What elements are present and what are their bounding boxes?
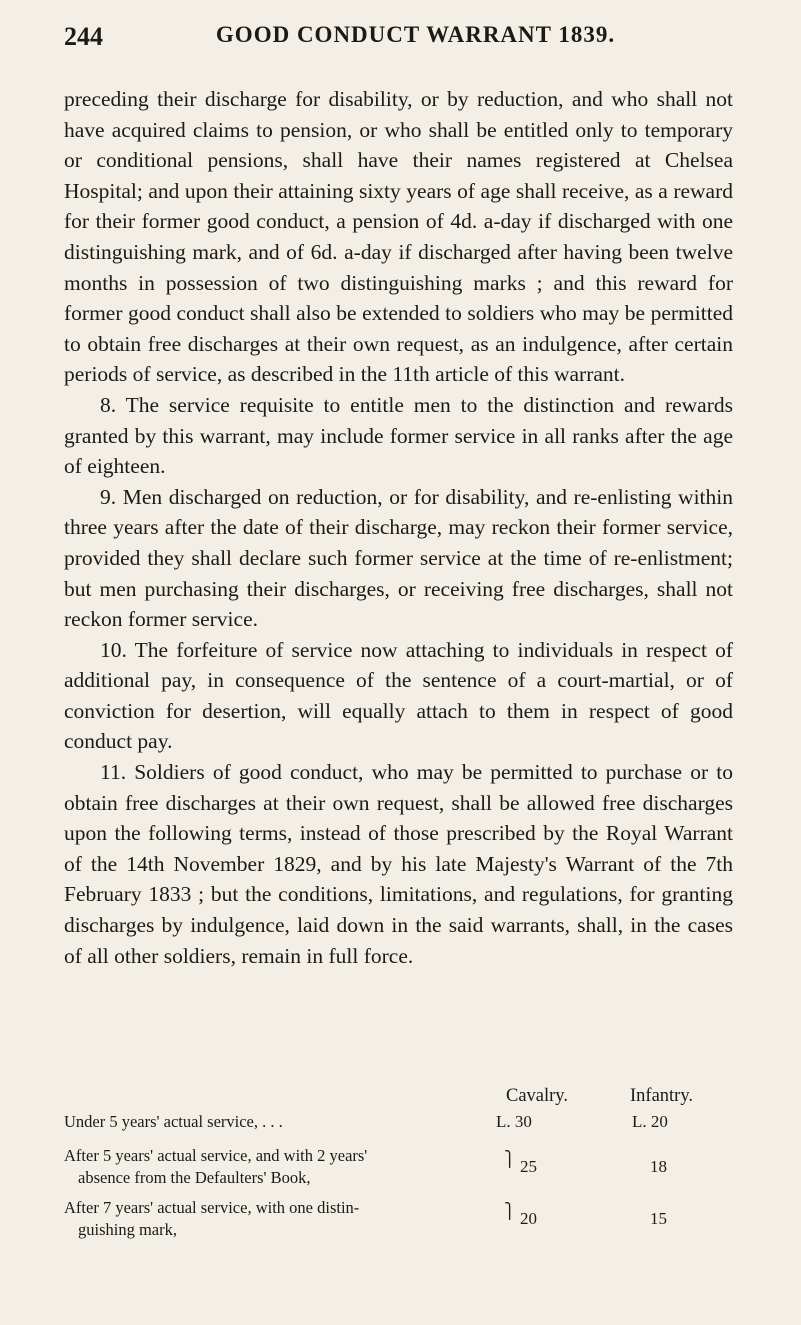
infantry-value: 18 bbox=[650, 1157, 667, 1176]
row-label-line: guishing mark, bbox=[78, 1220, 177, 1239]
discharge-terms-table bbox=[64, 1085, 733, 1241]
row-label: Under 5 years' actual service, . . . bbox=[64, 1112, 283, 1131]
row-label-line: After 5 years' actual service, and with 2 years' bbox=[64, 1146, 368, 1165]
brace-icon: ⎫ bbox=[504, 1152, 516, 1168]
page-header bbox=[64, 22, 731, 56]
table-row bbox=[64, 1145, 733, 1189]
cavalry-value: L. 30 bbox=[496, 1112, 532, 1131]
paragraph-continuation: preceding their discharge for disability, or by reduction, and who shall not have acquired claims to pension, or who shall be entitled only to temporary or conditional pensions, shall have their names registered at Chelsea Hospital; and upon their attaining sixty years of age shall receive, as a reward for their former good conduct, a pension of 4d. a-day if discharged with one distinguishing mark, and of 6d. a-day if discharged after having been twelve months in possession of two distinguishing marks ; and this reward for former good conduct shall also be extended to soldiers who may be permitted to obtain free discharges at their own request, as an indulgence, after certain periods of service, as described in the 11th article of this warrant. bbox=[64, 87, 733, 387]
page-number: 244 bbox=[64, 22, 103, 51]
body-text bbox=[64, 84, 733, 971]
row-label-line: After 7 years' actual service, with one distin- bbox=[64, 1198, 360, 1217]
table-row bbox=[64, 1111, 733, 1139]
paragraph-article-11: 11. Soldiers of good conduct, who may be permitted to purchase or to obtain free discharges at their own request, shall be allowed free discharges upon the following terms, instead of those prescribed by the Royal Warrant of the 14th November 1829, and by his late Majesty's Warrant of the 7th February 1833 ; but the conditions, limitations, and regulations, for granting discharges by indulgence, laid down in the said warrants, shall, in the cases of all other soldiers, remain in full force. bbox=[64, 760, 733, 968]
row-label-line: absence from the Defaulters' Book, bbox=[78, 1168, 311, 1187]
column-header-cavalry: Cavalry. bbox=[506, 1086, 568, 1106]
column-header-infantry: Infantry. bbox=[630, 1086, 694, 1106]
running-title: GOOD CONDUCT WARRANT 1839. bbox=[215, 22, 616, 47]
infantry-value: 15 bbox=[650, 1209, 667, 1228]
brace-icon: ⎫ bbox=[504, 1204, 516, 1220]
table-header bbox=[64, 1085, 733, 1111]
row-label bbox=[64, 1145, 504, 1189]
cavalry-value: 25 bbox=[520, 1157, 537, 1176]
infantry-value: L. 20 bbox=[632, 1112, 668, 1131]
paragraph-article-8: 8. The service requisite to entitle men to the distinction and rewards granted by this warrant, may include former service in all ranks after the age of eighteen. bbox=[64, 392, 733, 479]
paragraph-article-9: 9. Men discharged on reduction, or for disability, and re-enlisting within three years after the date of their discharge, may reckon their former service, provided they shall declare such former service at the time of re-enlistment; but men purchasing their discharges, or receiving free discharges, shall not reckon former service. bbox=[64, 484, 733, 632]
table-row bbox=[64, 1197, 733, 1241]
row-label bbox=[64, 1197, 504, 1241]
paragraph-article-10: 10. The forfeiture of service now attaching to individuals in respect of additional pay, in consequence of the sentence of a court-martial, or of conviction for desertion, will equally attach to them in respect of good conduct pay. bbox=[64, 637, 733, 754]
cavalry-value: 20 bbox=[520, 1209, 537, 1228]
